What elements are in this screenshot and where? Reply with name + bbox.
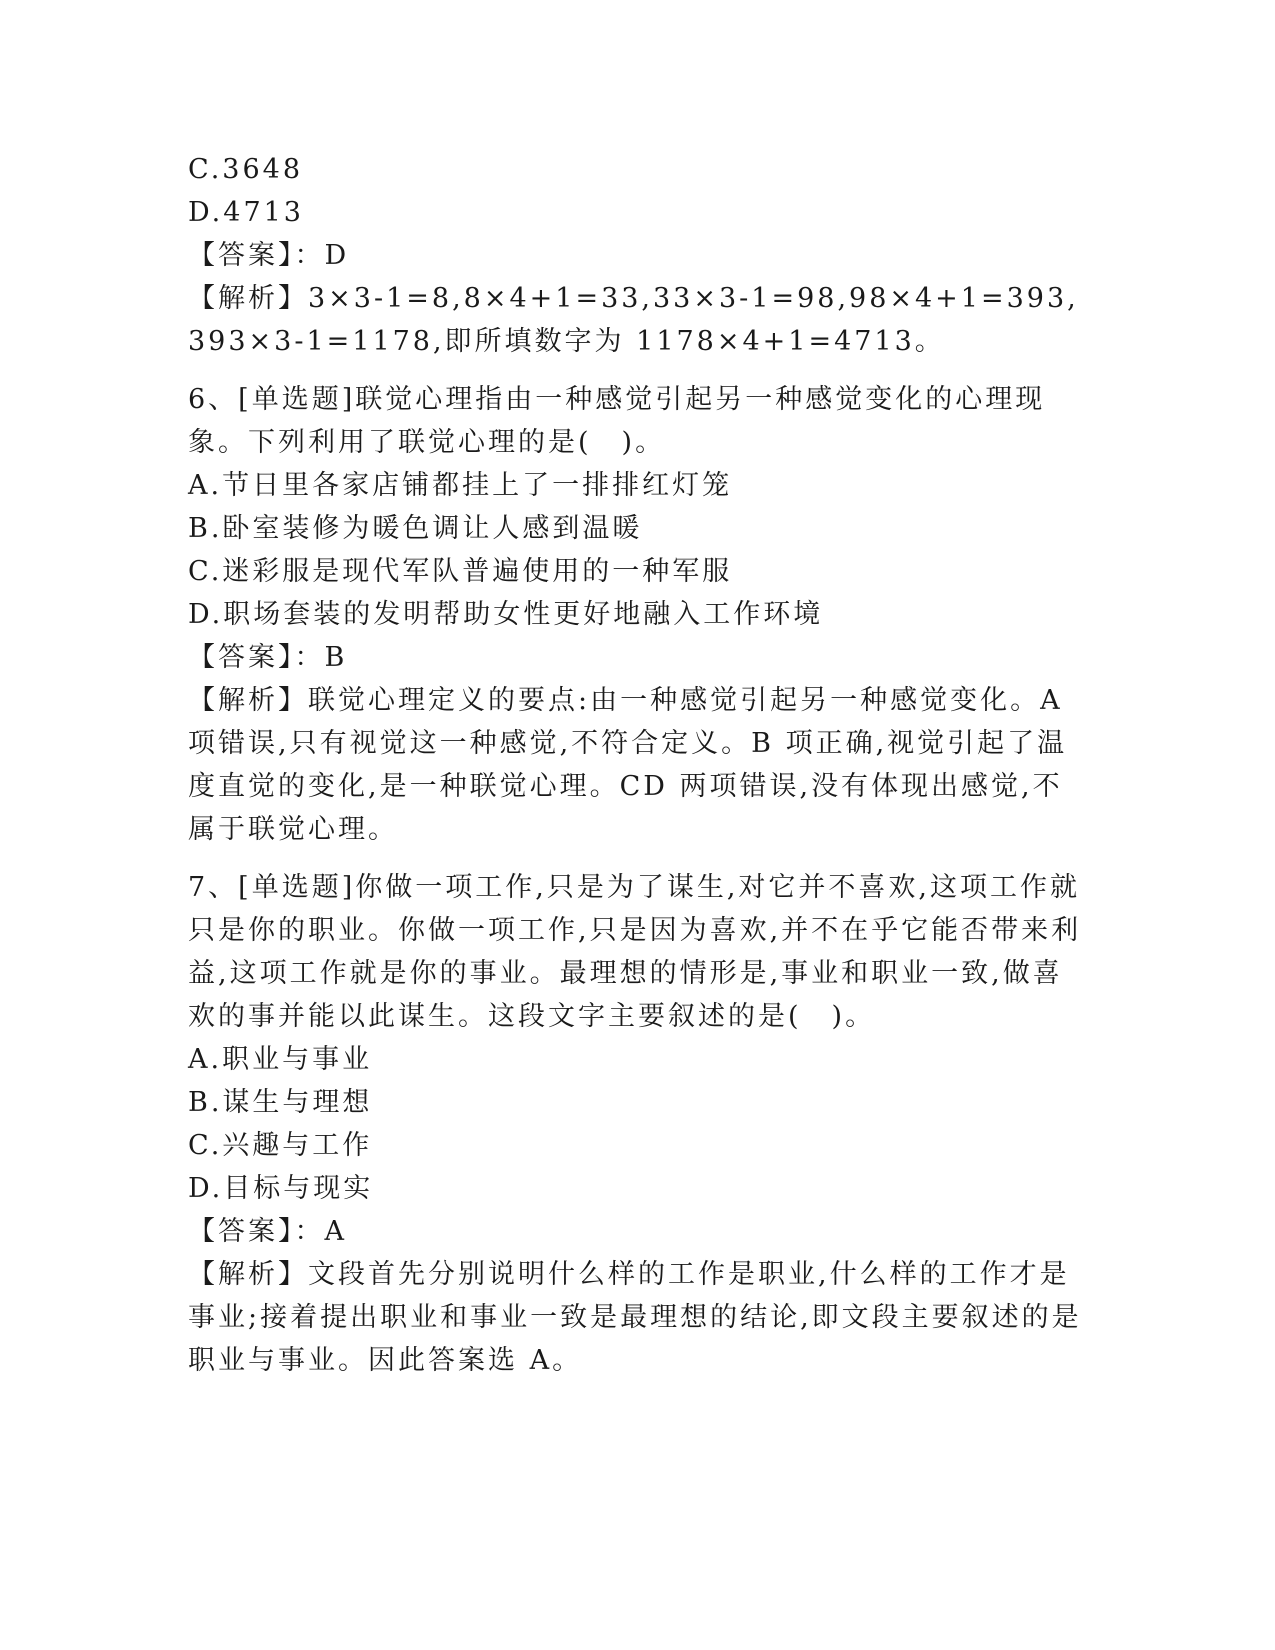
answer: 【答案】：D: [188, 240, 350, 271]
option-c: C.3648: [188, 154, 303, 185]
option-a: A.职业与事业: [188, 1044, 373, 1075]
document-page: [188, 148, 1088, 1382]
option-b: B.谋生与理想: [188, 1087, 373, 1118]
answer: 【答案】：B: [188, 642, 348, 673]
option-d: D.职场套装的发明帮助女性更好地融入工作环境: [188, 599, 824, 630]
question-stem: 6、[单选题]联觉心理指由一种感觉引起另一种感觉变化的心理现象。下列利用了联觉心理的是( )。: [188, 384, 1046, 458]
question-6: [188, 378, 1088, 851]
analysis: 【解析】3×3-1=8,8×4+1=33,33×3-1=98,98×4+1=393,393×3-1=1178,即所填数字为 1178×4+1=4713。: [188, 283, 1079, 357]
option-d: D.4713: [188, 197, 304, 228]
question-stem: 7、[单选题]你做一项工作,只是为了谋生,对它并不喜欢,这项工作就只是你的职业。你做一项工作,只是因为喜欢,并不在乎它能否带来利益,这项工作就是你的事业。最理想的情形是,事业和职业一致,做喜欢的事并能以此谋生。这段文字主要叙述的是( )。: [188, 872, 1082, 1032]
prev-question: [188, 148, 1088, 363]
analysis: 【解析】文段首先分别说明什么样的工作是职业,什么样的工作才是事业;接着提出职业和事业一致是最理想的结论,即文段主要叙述的是职业与事业。因此答案选 A。: [188, 1259, 1082, 1376]
spacer: [188, 363, 1088, 378]
answer: 【答案】：A: [188, 1216, 347, 1247]
option-b: B.卧室装修为暖色调让人感到温暖: [188, 513, 643, 544]
option-c: C.兴趣与工作: [188, 1130, 373, 1161]
option-a: A.节日里各家店铺都挂上了一排排红灯笼: [188, 470, 733, 501]
question-7: [188, 866, 1088, 1382]
spacer: [188, 851, 1088, 866]
option-d: D.目标与现实: [188, 1173, 374, 1204]
analysis: 【解析】联觉心理定义的要点:由一种感觉引起另一种感觉变化。A 项错误,只有视觉这一种感觉,不符合定义。B 项正确,视觉引起了温度直觉的变化,是一种联觉心理。CD 两项错误,没有体现出感觉,不属于联觉心理。: [188, 685, 1068, 845]
option-c: C.迷彩服是现代军队普遍使用的一种军服: [188, 556, 733, 587]
